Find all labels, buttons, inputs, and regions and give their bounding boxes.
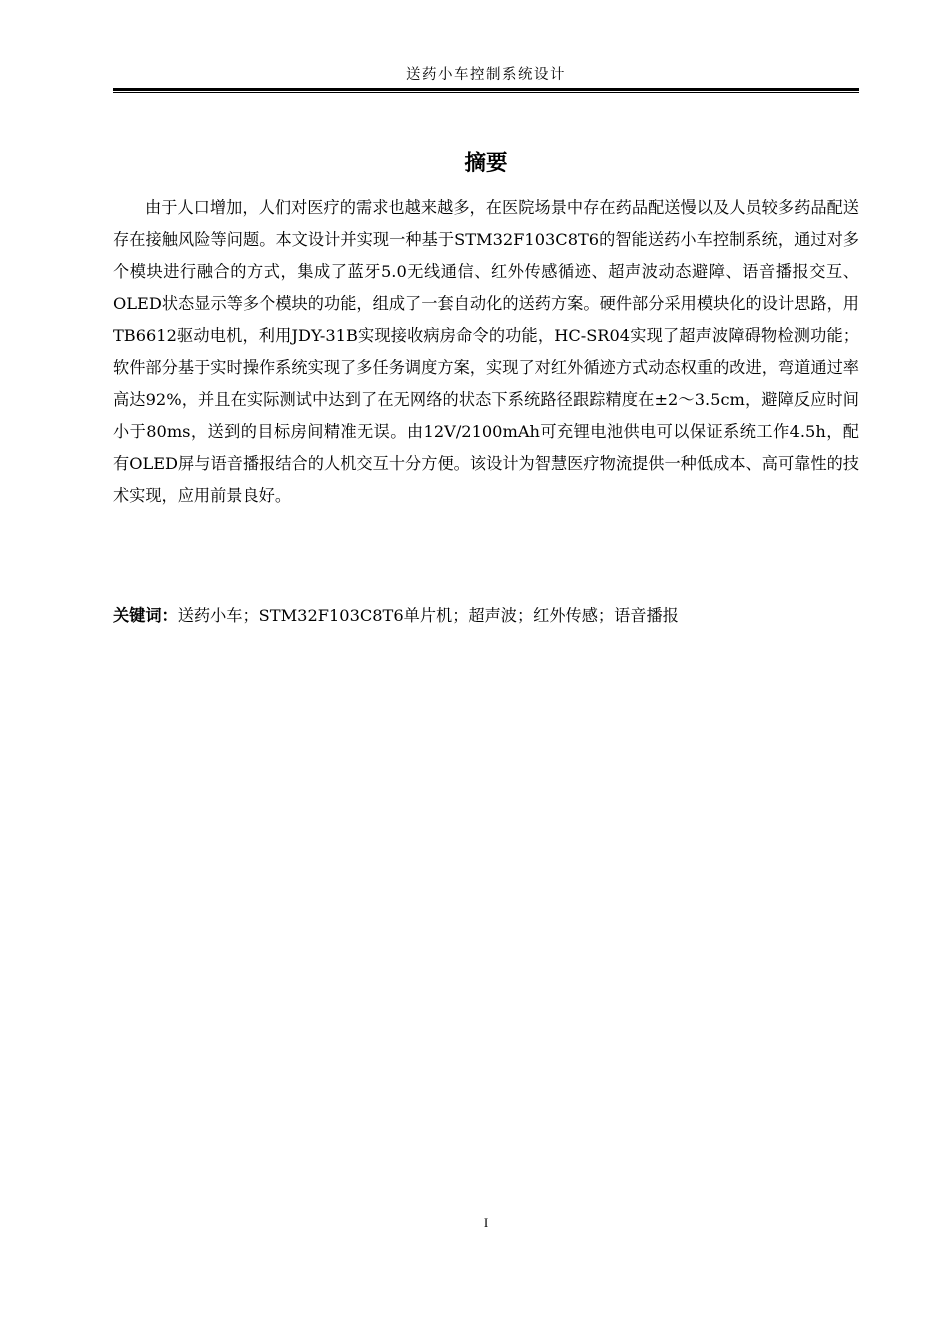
abstract-title: 摘要: [464, 151, 508, 176]
keywords-line: [113, 600, 859, 632]
keywords-label: 关键词：: [113, 606, 178, 625]
running-header: 送药小车控制系统设计: [406, 67, 566, 83]
keywords-text: 送药小车；STM32F103C8T6单片机；超声波；红外传感；语音播报: [177, 606, 679, 625]
header-double-rule: [113, 88, 859, 93]
page-number: I: [483, 1215, 489, 1230]
abstract-paragraph: 由于人口增加，人们对医疗的需求也越来越多，在医院场景中存在药品配送慢以及人员较多药品配送存在接触风险等问题。本文设计并实现一种基于STM32F103C8T6的智能送药小车控制系统，通过对多个模块进行融合的方式，集成了蓝牙5.0无线通信、红外传感循迹、超声波动态避障、语音播报交互、OLED状态显示等多个模块的功能，组成了一套自动化的送药方案。硬件部分采用模块化的设计思路，用TB6612驱动电机，利用JDY-31B实现接收病房命令的功能，HC-SR04实现了超声波障碍物检测功能；软件部分基于实时操作系统实现了多任务调度方案，实现了对红外循迹方式动态权重的改进，弯道通过率高达92%，并且在实际测试中达到了在无网络的状态下系统路径跟踪精度在±2～3.5cm，避障反应时间小于80ms，送到的目标房间精准无误。由12V/2100mAh可充锂电池供电可以保证系统工作4.5h，配有OLED屏与语音播报结合的人机交互十分方便。该设计为智慧医疗物流提供一种低成本、高可靠性的技术实现，应用前景良好。: [113, 198, 859, 505]
